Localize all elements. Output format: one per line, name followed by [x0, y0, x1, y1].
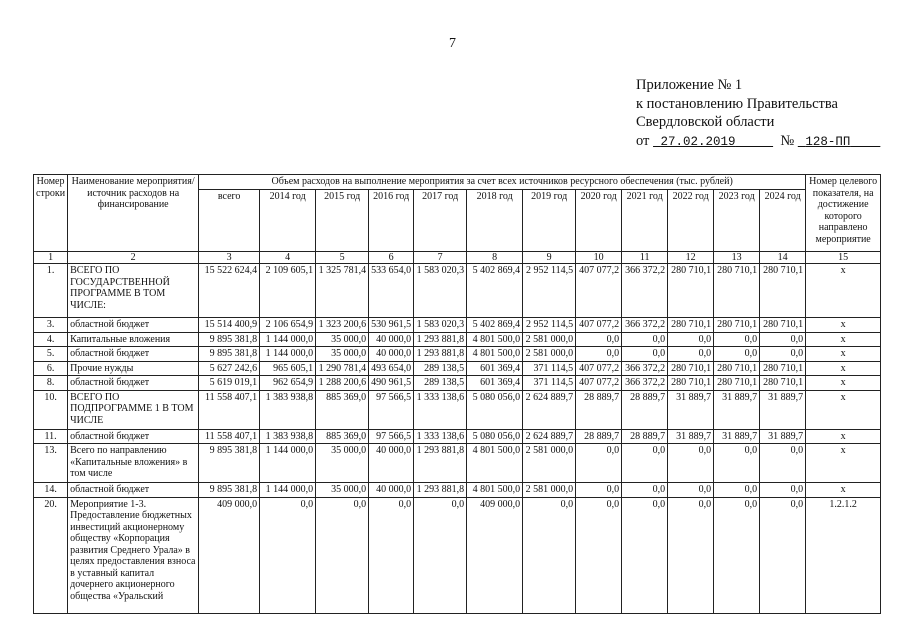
target-indicator: х	[806, 376, 881, 391]
col-row-number: Номер строки	[34, 175, 68, 252]
value-cell: 31 889,7	[668, 390, 714, 429]
value-cell: 0,0	[760, 347, 806, 362]
row-number: 8.	[34, 376, 68, 391]
value-cell: 40 000,0	[369, 347, 414, 362]
appendix-line-3: Свердловской области	[636, 114, 775, 130]
value-cell: 1 383 938,8	[260, 429, 316, 444]
value-cell: 0,0	[576, 332, 622, 347]
value-cell: 4 801 500,0	[467, 483, 523, 498]
value-cell: 40 000,0	[369, 332, 414, 347]
value-cell: 407 077,2	[576, 264, 622, 318]
value-cell: 407 077,2	[576, 318, 622, 333]
value-cell: 4 801 500,0	[467, 444, 523, 483]
row-name: областной бюджет	[68, 483, 199, 498]
value-cell: 0,0	[316, 497, 369, 613]
value-cell: 1 333 138,6	[414, 429, 467, 444]
target-indicator: х	[806, 483, 881, 498]
value-cell: 366 372,2	[622, 376, 668, 391]
value-cell: 366 372,2	[622, 318, 668, 333]
value-cell: 0,0	[714, 444, 760, 483]
target-indicator: 1.2.1.2	[806, 497, 881, 613]
value-cell: 2 581 000,0	[523, 332, 576, 347]
value-cell: 493 654,0	[369, 361, 414, 376]
row-number: 20.	[34, 497, 68, 613]
table-row	[34, 318, 881, 333]
value-cell: 1 583 020,3	[414, 264, 467, 318]
row-name: ВСЕГО ПО ГОСУДАРСТВЕННОЙ ПРОГРАММЕ В ТОМ ЧИСЛЕ:	[68, 264, 199, 318]
row-name: областной бюджет	[68, 318, 199, 333]
value-cell: 11 558 407,1	[199, 390, 260, 429]
column-index-cell: 2	[68, 251, 199, 264]
table-row	[34, 376, 881, 391]
value-cell: 366 372,2	[622, 361, 668, 376]
column-index-cell: 5	[316, 251, 369, 264]
value-cell: 280 710,1	[668, 361, 714, 376]
value-cell: 2 624 889,7	[523, 390, 576, 429]
column-index-cell: 6	[369, 251, 414, 264]
value-cell: 4 801 500,0	[467, 332, 523, 347]
row-number: 5.	[34, 347, 68, 362]
target-indicator: х	[806, 264, 881, 318]
value-cell: 0,0	[576, 347, 622, 362]
col-year: 2021 год	[622, 189, 668, 251]
appendix-line-2: к постановлению Правительства	[636, 95, 838, 112]
col-volume-group: Объем расходов на выполнение мероприятия за счет всех источников ресурсного обеспечения (тыс. рублей)	[199, 175, 806, 190]
value-cell: 0,0	[622, 332, 668, 347]
row-number: 13.	[34, 444, 68, 483]
value-cell: 0,0	[668, 497, 714, 613]
value-cell: 0,0	[714, 347, 760, 362]
col-year: 2022 год	[668, 189, 714, 251]
column-index-cell: 8	[467, 251, 523, 264]
value-cell: 533 654,0	[369, 264, 414, 318]
table-row	[34, 390, 881, 429]
value-cell: 371 114,5	[523, 376, 576, 391]
value-cell: 5 619 019,1	[199, 376, 260, 391]
value-cell: 601 369,4	[467, 376, 523, 391]
value-cell: 1 144 000,0	[260, 483, 316, 498]
target-indicator: х	[806, 429, 881, 444]
value-cell: 0,0	[760, 444, 806, 483]
col-year: 2019 год	[523, 189, 576, 251]
value-cell: 0,0	[668, 444, 714, 483]
value-cell: 0,0	[369, 497, 414, 613]
value-cell: 280 710,1	[760, 318, 806, 333]
value-cell: 0,0	[414, 497, 467, 613]
value-cell: 2 624 889,7	[523, 429, 576, 444]
table-row	[34, 483, 881, 498]
value-cell: 0,0	[760, 483, 806, 498]
value-cell: 2 581 000,0	[523, 483, 576, 498]
value-cell: 280 710,1	[714, 376, 760, 391]
column-index-cell: 13	[714, 251, 760, 264]
row-name: ВСЕГО ПО ПОДПРОГРАММЕ 1 В ТОМ ЧИСЛЕ	[68, 390, 199, 429]
value-cell: 28 889,7	[622, 429, 668, 444]
row-name: областной бюджет	[68, 347, 199, 362]
value-cell: 280 710,1	[760, 264, 806, 318]
table-row	[34, 332, 881, 347]
target-indicator: х	[806, 332, 881, 347]
row-name: Мероприятие 1-3. Предоставление бюджетных инвестиций акционерному обществу «Корпорация развития Среднего Урала» в целях предоставления взноса в уставный капитал дочернего акционерного общества «Уральский	[68, 497, 199, 613]
row-name: Капитальные вложения	[68, 332, 199, 347]
column-index-cell: 12	[668, 251, 714, 264]
value-cell: 280 710,1	[668, 376, 714, 391]
value-cell: 31 889,7	[760, 390, 806, 429]
value-cell: 35 000,0	[316, 347, 369, 362]
value-cell: 1 144 000,0	[260, 347, 316, 362]
col-year: 2018 год	[467, 189, 523, 251]
column-index-cell: 11	[622, 251, 668, 264]
appendix-date-line	[636, 132, 880, 152]
value-cell: 0,0	[760, 497, 806, 613]
col-year: 2014 год	[260, 189, 316, 251]
col-year: 2023 год	[714, 189, 760, 251]
document-number: 128-ПП	[805, 134, 851, 149]
value-cell: 31 889,7	[714, 429, 760, 444]
value-cell: 885 369,0	[316, 429, 369, 444]
value-cell: 280 710,1	[760, 361, 806, 376]
value-cell: 1 293 881,8	[414, 332, 467, 347]
column-index-cell: 10	[576, 251, 622, 264]
target-indicator: х	[806, 347, 881, 362]
value-cell: 35 000,0	[316, 444, 369, 483]
value-cell: 0,0	[622, 347, 668, 362]
column-index-cell: 1	[34, 251, 68, 264]
table-row	[34, 497, 881, 613]
col-year: 2024 год	[760, 189, 806, 251]
value-cell: 2 581 000,0	[523, 347, 576, 362]
value-cell: 35 000,0	[316, 332, 369, 347]
row-number: 10.	[34, 390, 68, 429]
row-name: Прочие нужды	[68, 361, 199, 376]
col-year: 2015 год	[316, 189, 369, 251]
value-cell: 97 566,5	[369, 390, 414, 429]
value-cell: 280 710,1	[714, 264, 760, 318]
value-cell: 0,0	[576, 444, 622, 483]
date-prefix: от	[636, 132, 650, 149]
target-indicator: х	[806, 390, 881, 429]
value-cell: 409 000,0	[199, 497, 260, 613]
value-cell: 0,0	[760, 332, 806, 347]
value-cell: 9 895 381,8	[199, 347, 260, 362]
row-number: 1.	[34, 264, 68, 318]
col-total: всего	[199, 189, 260, 251]
value-cell: 2 109 605,1	[260, 264, 316, 318]
value-cell: 1 290 781,4	[316, 361, 369, 376]
value-cell: 5 080 056,0	[467, 429, 523, 444]
value-cell: 407 077,2	[576, 361, 622, 376]
column-index-cell: 15	[806, 251, 881, 264]
value-cell: 9 895 381,8	[199, 483, 260, 498]
value-cell: 280 710,1	[714, 318, 760, 333]
value-cell: 289 138,5	[414, 361, 467, 376]
value-cell: 31 889,7	[760, 429, 806, 444]
target-indicator: х	[806, 318, 881, 333]
value-cell: 31 889,7	[668, 429, 714, 444]
appendix-header	[636, 76, 880, 151]
row-number: 3.	[34, 318, 68, 333]
value-cell: 5 627 242,6	[199, 361, 260, 376]
column-index-cell: 14	[760, 251, 806, 264]
value-cell: 1 144 000,0	[260, 444, 316, 483]
value-cell: 2 952 114,5	[523, 318, 576, 333]
row-name: областной бюджет	[68, 376, 199, 391]
column-index-cell: 7	[414, 251, 467, 264]
value-cell: 407 077,2	[576, 376, 622, 391]
value-cell: 280 710,1	[668, 264, 714, 318]
value-cell: 280 710,1	[760, 376, 806, 391]
value-cell: 1 293 881,8	[414, 483, 467, 498]
value-cell: 9 895 381,8	[199, 444, 260, 483]
value-cell: 289 138,5	[414, 376, 467, 391]
value-cell: 28 889,7	[576, 390, 622, 429]
value-cell: 530 961,5	[369, 318, 414, 333]
value-cell: 5 402 869,4	[467, 318, 523, 333]
value-cell: 35 000,0	[316, 483, 369, 498]
page-number: 7	[449, 36, 456, 51]
value-cell: 965 605,1	[260, 361, 316, 376]
value-cell: 28 889,7	[576, 429, 622, 444]
expenditure-table	[33, 174, 881, 614]
value-cell: 0,0	[523, 497, 576, 613]
value-cell: 0,0	[714, 483, 760, 498]
row-number: 6.	[34, 361, 68, 376]
col-year: 2016 год	[369, 189, 414, 251]
value-cell: 2 952 114,5	[523, 264, 576, 318]
value-cell: 15 522 624,4	[199, 264, 260, 318]
appendix-title: Приложение № 1	[636, 77, 743, 93]
value-cell: 5 402 869,4	[467, 264, 523, 318]
value-cell: 280 710,1	[668, 318, 714, 333]
row-name: Всего по направлению «Капитальные вложения» в том числе	[68, 444, 199, 483]
value-cell: 11 558 407,1	[199, 429, 260, 444]
value-cell: 1 325 781,4	[316, 264, 369, 318]
value-cell: 5 080 056,0	[467, 390, 523, 429]
value-cell: 490 961,5	[369, 376, 414, 391]
value-cell: 2 106 654,9	[260, 318, 316, 333]
value-cell: 409 000,0	[467, 497, 523, 613]
value-cell: 0,0	[622, 483, 668, 498]
value-cell: 1 583 020,3	[414, 318, 467, 333]
col-target: Номер целевого показателя, на достижение которого направлено мероприятие	[806, 175, 881, 252]
target-indicator: х	[806, 361, 881, 376]
value-cell: 1 293 881,8	[414, 347, 467, 362]
value-cell: 885 369,0	[316, 390, 369, 429]
value-cell: 962 654,9	[260, 376, 316, 391]
col-year: 2020 год	[576, 189, 622, 251]
table-row	[34, 429, 881, 444]
column-index-cell: 9	[523, 251, 576, 264]
col-name: Наименование мероприятия/источник расходов на финансирование	[68, 175, 199, 252]
value-cell: 0,0	[668, 347, 714, 362]
table-row	[34, 361, 881, 376]
value-cell: 97 566,5	[369, 429, 414, 444]
value-cell: 31 889,7	[714, 390, 760, 429]
table-row	[34, 347, 881, 362]
value-cell: 1 323 200,6	[316, 318, 369, 333]
value-cell: 15 514 400,9	[199, 318, 260, 333]
value-cell: 0,0	[668, 483, 714, 498]
value-cell: 0,0	[576, 483, 622, 498]
value-cell: 280 710,1	[714, 361, 760, 376]
target-indicator: х	[806, 444, 881, 483]
value-cell: 4 801 500,0	[467, 347, 523, 362]
number-prefix: №	[780, 132, 795, 149]
value-cell: 1 288 200,6	[316, 376, 369, 391]
value-cell: 40 000,0	[369, 444, 414, 483]
value-cell: 1 293 881,8	[414, 444, 467, 483]
value-cell: 1 144 000,0	[260, 332, 316, 347]
value-cell: 366 372,2	[622, 264, 668, 318]
value-cell: 40 000,0	[369, 483, 414, 498]
value-cell: 9 895 381,8	[199, 332, 260, 347]
value-cell: 28 889,7	[622, 390, 668, 429]
row-number: 14.	[34, 483, 68, 498]
table-row	[34, 264, 881, 318]
table-row	[34, 444, 881, 483]
row-number: 11.	[34, 429, 68, 444]
value-cell: 2 581 000,0	[523, 444, 576, 483]
value-cell: 0,0	[260, 497, 316, 613]
value-cell: 1 383 938,8	[260, 390, 316, 429]
value-cell: 0,0	[622, 444, 668, 483]
row-number: 4.	[34, 332, 68, 347]
value-cell: 0,0	[714, 332, 760, 347]
value-cell: 0,0	[622, 497, 668, 613]
value-cell: 0,0	[576, 497, 622, 613]
row-name: областной бюджет	[68, 429, 199, 444]
column-index-cell: 4	[260, 251, 316, 264]
column-index-row	[34, 251, 881, 264]
document-date: 27.02.2019	[660, 134, 736, 149]
col-year: 2017 год	[414, 189, 467, 251]
column-index-cell: 3	[199, 251, 260, 264]
value-cell: 0,0	[714, 497, 760, 613]
value-cell: 601 369,4	[467, 361, 523, 376]
value-cell: 1 333 138,6	[414, 390, 467, 429]
value-cell: 371 114,5	[523, 361, 576, 376]
value-cell: 0,0	[668, 332, 714, 347]
